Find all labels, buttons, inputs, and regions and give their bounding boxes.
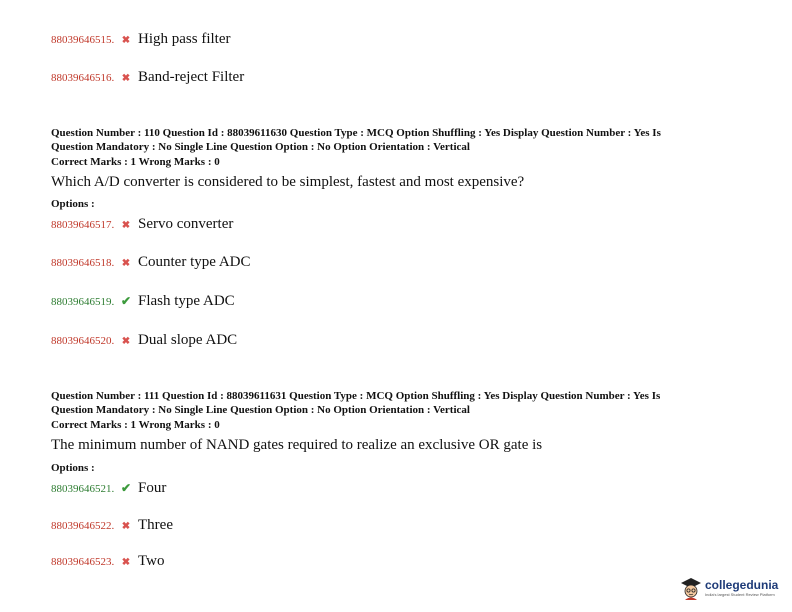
option-id: 88039646519. [51,296,115,308]
option-text: Four [138,480,167,496]
check-icon: ✔ [121,294,132,308]
option-id: 88039646515. [51,34,115,46]
option-row [51,553,164,573]
cross-icon: ✖ [121,220,131,231]
question-meta [51,389,751,417]
option-id: 88039646516. [51,72,115,84]
option-text: Three [138,517,173,533]
cross-icon: ✖ [121,35,131,46]
logo-tagline: India's largest Student Review Platform [705,592,775,597]
option-text: Counter type ADC [138,254,251,270]
collegedunia-logo [680,573,784,603]
cross-icon: ✖ [121,258,131,269]
option-row [51,31,230,51]
cross-icon: ✖ [121,557,131,568]
option-row [51,216,233,236]
options-label: Options : [51,198,95,210]
option-id: 88039646521. [51,483,115,495]
options-label: Options : [51,462,95,474]
marks-line: Correct Marks : 1 Wrong Marks : 0 [51,419,220,431]
option-text: Two [138,553,165,569]
cross-icon: ✖ [121,336,131,347]
option-id: 88039646522. [51,520,115,532]
option-id: 88039646518. [51,257,115,269]
option-text: High pass filter [138,31,231,47]
option-text: Servo converter [138,216,234,232]
option-row [51,254,251,274]
question-meta-line: Question Mandatory : No Single Line Question Option : No Option Orientation : Vertical [51,141,470,153]
marks-line: Correct Marks : 1 Wrong Marks : 0 [51,156,220,168]
cross-icon: ✖ [121,73,131,84]
question-meta [51,126,751,154]
option-row [51,69,244,89]
option-row [51,293,235,313]
option-row [51,332,237,352]
question-meta-line: Question Number : 110 Question Id : 88039611630 Question Type : MCQ Option Shuffling : Yes Display Question Number : Yes Is [51,127,661,139]
option-id: 88039646520. [51,335,115,347]
option-row [51,517,173,537]
option-text: Band-reject Filter [138,69,245,85]
check-icon: ✔ [121,481,132,495]
cross-icon: ✖ [121,521,131,532]
question-text: Which A/D converter is considered to be simplest, fastest and most expensive? [51,174,525,190]
question-meta-line: Question Mandatory : No Single Line Question Option : No Option Orientation : Vertical [51,404,470,416]
option-text: Dual slope ADC [138,332,238,348]
question-meta-line: Question Number : 111 Question Id : 88039611631 Question Type : MCQ Option Shuffling : Yes Display Question Number : Yes Is [51,390,661,402]
option-row [51,480,166,500]
graduate-mascot-icon [680,576,702,600]
option-id: 88039646523. [51,556,115,568]
option-text: Flash type ADC [138,293,235,309]
question-text: The minimum number of NAND gates required to realize an exclusive OR gate is [51,437,543,453]
option-id: 88039646517. [51,219,115,231]
logo-name: collegedunia [705,578,779,592]
